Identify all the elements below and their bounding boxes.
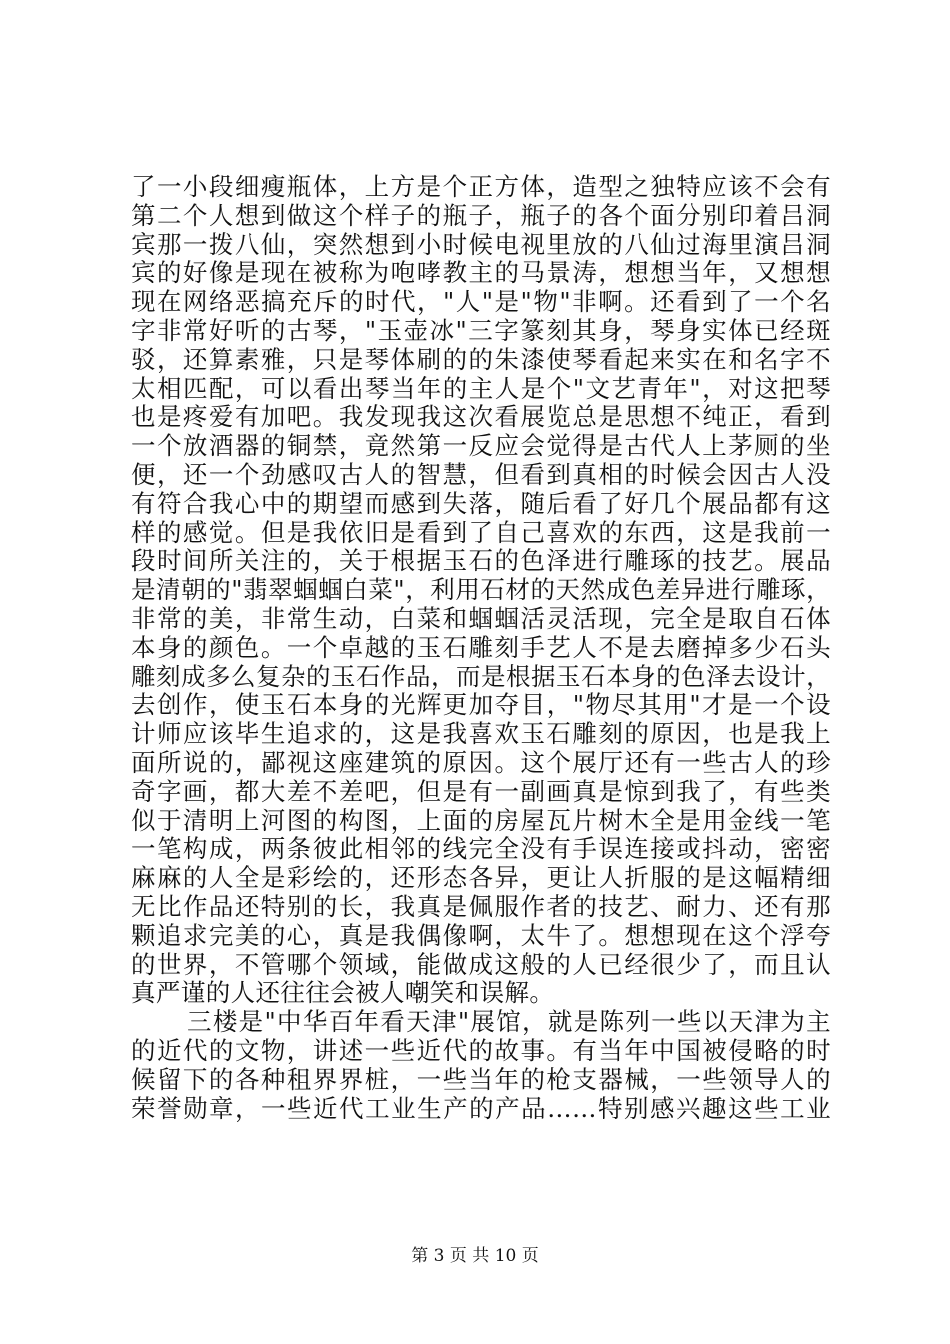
text-line: 非常的美，非常生动，白菜和蝈蝈活灵活现，完全是取自石体 bbox=[131, 603, 831, 633]
body-text bbox=[131, 173, 831, 1123]
text-line: 一个放酒器的铜禁，竟然第一反应会觉得是古代人上茅厕的坐 bbox=[131, 431, 831, 461]
text-line: 现在网络恶搞充斥的时代，"人"是"物"非啊。还看到了一个名 bbox=[131, 287, 831, 317]
text-line: 第二个人想到做这个样子的瓶子，瓶子的各个面分别印着吕洞 bbox=[131, 200, 831, 230]
text-line: 本身的颜色。一个卓越的玉石雕刻手艺人不是去磨掉多少石头 bbox=[131, 632, 831, 662]
text-line: 无比作品还特别的长，我真是佩服作者的技艺、耐力、还有那 bbox=[131, 891, 831, 921]
text-line: 的近代的文物，讲述一些近代的故事。有当年中国被侵略的时 bbox=[131, 1035, 831, 1065]
text-line: 面所说的，鄙视这座建筑的原因。这个展厅还有一些古人的珍 bbox=[131, 747, 831, 777]
text-line: 样的感觉。但是我依旧是看到了自己喜欢的东西，这是我前一 bbox=[131, 517, 831, 547]
text-line: 奇字画，都大差不差吧，但是有一副画真是惊到我了，有些类 bbox=[131, 776, 831, 806]
text-line: 驳，还算素雅，只是琴体刷的的朱漆使琴看起来实在和名字不 bbox=[131, 344, 831, 374]
page-footer: 第 3 页 共 10 页 bbox=[411, 1246, 539, 1266]
text-line: 便，还一个劲感叹古人的智慧，但看到真相的时候会因古人没 bbox=[131, 459, 831, 489]
paragraph bbox=[131, 1008, 831, 1123]
text-line: 是清朝的"翡翠蝈蝈白菜"，利用石材的天然成色差异进行雕琢， bbox=[131, 575, 831, 605]
text-line: 了一小段细瘦瓶体，上方是个正方体，造型之独特应该不会有 bbox=[131, 172, 831, 201]
text-line: 宾那一拨八仙，突然想到小时候电视里放的八仙过海里演吕洞 bbox=[131, 229, 831, 259]
text-line: 有符合我心中的期望而感到失落，随后看了好几个展品都有这 bbox=[131, 488, 831, 518]
text-line: 麻麻的人全是彩绘的，还形态各异，更让人折服的是这幅精细 bbox=[131, 863, 831, 893]
text-line: 也是疼爱有加吧。我发现我这次看展览总是思想不纯正，看到 bbox=[131, 402, 831, 432]
text-line: 字非常好听的古琴，"玉壶冰"三字篆刻其身，琴身实体已经斑 bbox=[131, 315, 831, 345]
text-line: 去创作，使玉石本身的光辉更加夺目，"物尽其用"才是一个设 bbox=[131, 690, 831, 720]
text-line: 的世界，不管哪个领域，能做成这般的人已经很少了，而且认 bbox=[131, 949, 831, 979]
text-line: 真严谨的人还往往会被人嘲笑和误解。 bbox=[131, 978, 555, 1008]
text-line: 颗追求完美的心，真是我偶像啊，太牛了。想想现在这个浮夸 bbox=[131, 920, 831, 950]
paragraph bbox=[131, 173, 831, 1008]
text-line: 候留下的各种租界界桩，一些当年的枪支器械，一些领导人的 bbox=[131, 1064, 831, 1094]
text-line: 似于清明上河图的构图，上面的房屋瓦片树木全是用金线一笔 bbox=[131, 805, 831, 835]
text-line: 三楼是"中华百年看天津"展馆，就是陈列一些以天津为主 bbox=[187, 1007, 831, 1037]
text-line: 太相匹配，可以看出琴当年的主人是个"文艺青年"，对这把琴 bbox=[131, 373, 831, 403]
text-line: 宾的好像是现在被称为咆哮教主的马景涛，想想当年，又想想 bbox=[131, 258, 831, 288]
text-line: 一笔构成，两条彼此相邻的线完全没有手误连接或抖动，密密 bbox=[131, 834, 831, 864]
text-line: 荣誉勋章，一些近代工业生产的产品……特别感兴趣这些工业 bbox=[131, 1093, 831, 1123]
text-line: 段时间所关注的，关于根据玉石的色泽进行雕琢的技艺。展品 bbox=[131, 546, 831, 576]
text-line: 雕刻成多么复杂的玉石作品，而是根据玉石本身的色泽去设计， bbox=[131, 661, 831, 691]
text-line: 计师应该毕生追求的，这是我喜欢玉石雕刻的原因，也是我上 bbox=[131, 719, 831, 749]
